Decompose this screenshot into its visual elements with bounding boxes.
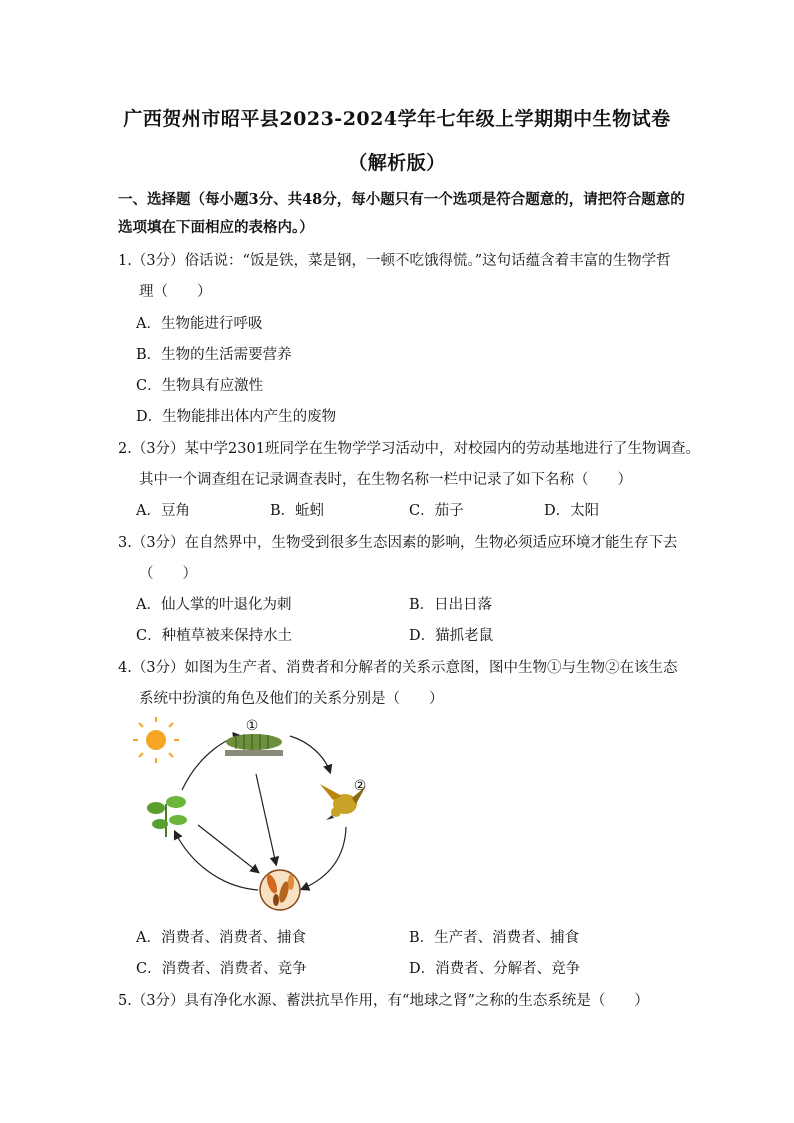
question-4-option-d: D．消费者、分解者、竞争 (409, 961, 581, 977)
organism-label-1: ① (245, 718, 259, 734)
arrow-bird-to-decomposer (302, 827, 346, 889)
organism-label-2: ② (353, 778, 367, 794)
section-heading: 一、选择题（每小题3分、共48分，每小题只有一个选项是符合题意的，请把符合题意的 (118, 191, 685, 208)
question-2-option-d: D．太阳 (544, 503, 600, 519)
question-2-option-c: C．茄子 (409, 503, 464, 519)
decomposer-icon (260, 870, 300, 910)
question-3-option-d: D．猫抓老鼠 (409, 628, 494, 644)
question-1-stem-cont: 理（ ） (139, 284, 212, 300)
arrow-plant-to-decomposer (198, 825, 258, 872)
arrow-caterpillar-to-decomposer (256, 774, 276, 864)
question-3-option-b: B．日出日落 (409, 597, 493, 613)
question-3-stem-cont: （ ） (139, 566, 197, 582)
sun-icon (133, 717, 179, 763)
question-5-stem: 5.（3分）具有净化水源、蓄洪抗旱作用，有“地球之肾”之称的生态系统是（ ） (118, 993, 649, 1009)
question-4-option-a: A．消费者、消费者、捕食 (136, 930, 306, 946)
exam-title-edition: （解析版） (348, 152, 446, 174)
question-4-stem: 4.（3分）如图为生产者、消费者和分解者的关系示意图，图中生物①与生物②在该生态 (118, 660, 678, 676)
food-web-figure (130, 712, 380, 912)
section-heading-cont: 选项填在下面相应的表格内。） (118, 219, 314, 236)
exam-title: 广西贺州市昭平县2023-2024学年七年级上学期期中生物试卷 (123, 108, 671, 130)
question-3-stem: 3.（3分）在自然界中，生物受到很多生态因素的影响，生物必须适应环境才能生存下去 (118, 535, 678, 551)
question-2-stem-cont: 其中一个调查组在记录调查表时，在生物名称一栏中记录了如下名称（ ） (139, 472, 632, 488)
plant-icon (147, 796, 187, 837)
question-1-option-d: D．生物能排出体内产生的废物 (136, 409, 337, 425)
caterpillar-icon (225, 734, 283, 756)
question-1-option-a: A．生物能进行呼吸 (136, 316, 263, 332)
question-2-option-a: A．豆角 (136, 503, 190, 519)
question-2-option-b: B．蚯蚓 (270, 503, 325, 519)
arrow-caterpillar-to-bird (290, 736, 330, 772)
question-4-option-c: C．消费者、消费者、竞争 (136, 961, 307, 977)
question-1-option-c: C．生物具有应激性 (136, 378, 264, 394)
question-4-option-b: B．生产者、消费者、捕食 (409, 930, 580, 946)
question-3-option-a: A．仙人掌的叶退化为刺 (136, 597, 292, 613)
question-2-stem: 2.（3分）某中学2301班同学在生物学学习活动中，对校园内的劳动基地进行了生物调查。 (118, 441, 700, 457)
question-4-stem-cont: 系统中扮演的角色及他们的关系分别是（ ） (139, 691, 444, 707)
question-3-option-c: C．种植草被来保持水土 (136, 628, 293, 644)
question-1-stem: 1.（3分）俗话说：“饭是铁，菜是钢，一顿不吃饿得慌。”这句话蕴含着丰富的生物学哲 (118, 253, 671, 269)
question-1-option-b: B．生物的生活需要营养 (136, 347, 292, 363)
arrow-decomposer-to-plant (175, 832, 258, 890)
